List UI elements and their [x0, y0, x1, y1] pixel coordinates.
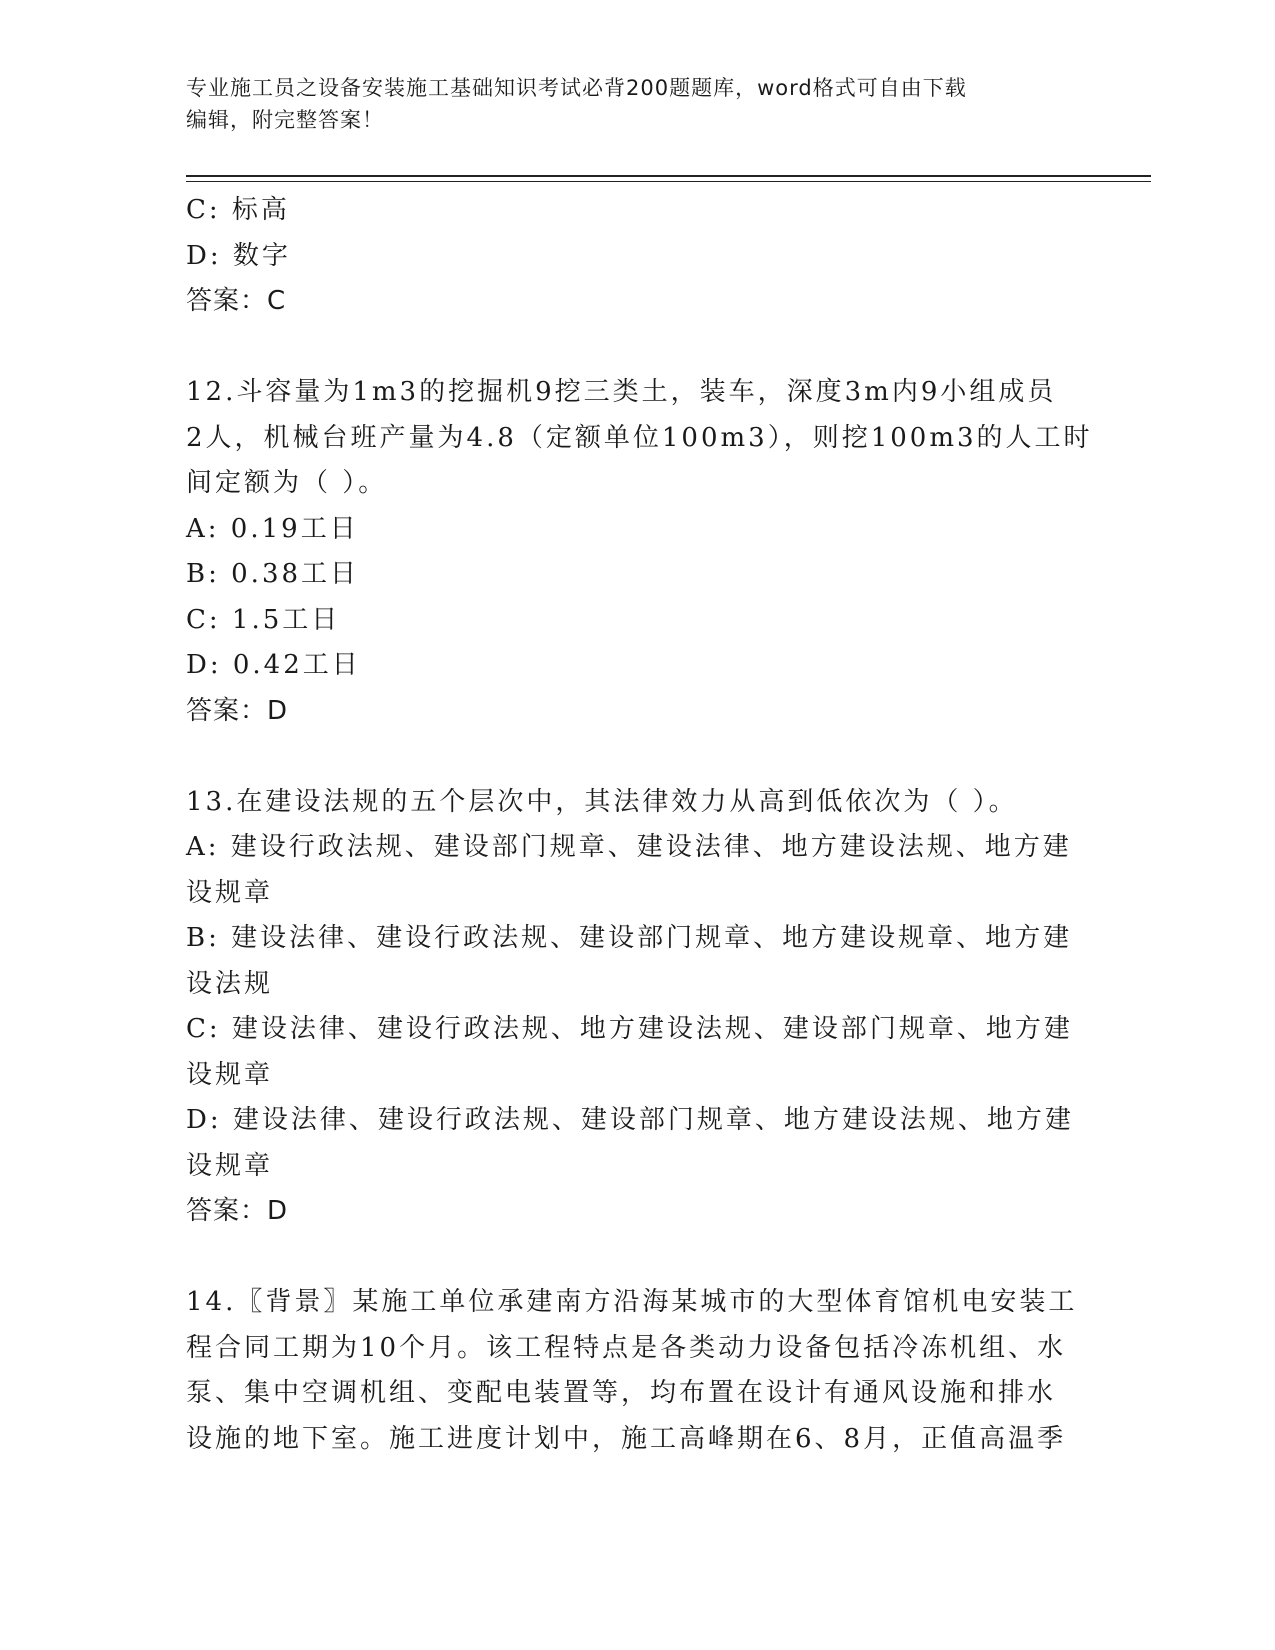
header-title-line-2: 编辑，附完整答案！	[186, 108, 384, 132]
q12-option-c: C: 1.5工日	[186, 604, 341, 635]
q11-answer: 答案：C	[186, 286, 287, 316]
q13-option-b-line-1: B: 建设法律、建设行政法规、建设部门规章、地方建设规章、地方建	[186, 923, 1073, 953]
q12-option-d: D: 0.42工日	[186, 650, 361, 680]
q13-option-d-line-1: D: 建设法律、建设行政法规、建设部门规章、地方建设法规、地方建	[186, 1105, 1074, 1135]
q14-stem-line-2: 程合同工期为10个月。该工程特点是各类动力设备包括冷冻机组、水	[186, 1332, 1067, 1363]
header-divider-thin	[186, 181, 1151, 182]
q13-option-b-line-2: 设法规	[186, 968, 274, 999]
question-spacer	[186, 1235, 1066, 1281]
header-divider-thick	[186, 175, 1151, 177]
q12-stem-line-1: 12.斗容量为1m3的挖掘机9挖三类土，装车，深度3m内9小组成员	[186, 377, 1057, 407]
q12-stem-line-2: 2人，机械台班产量为4.8（定额单位100m3），则挖100m3的人工时	[186, 422, 1093, 453]
q13-option-a-line-1: A: 建设行政法规、建设部门规章、建设法律、地方建设法规、地方建	[186, 832, 1072, 862]
q14-stem-line-3: 泵、集中空调机组、变配电装置等，均布置在设计有通风设施和排水	[186, 1378, 1057, 1408]
q12-answer: 答案：D	[186, 695, 289, 726]
q12-option-b: B: 0.38工日	[186, 559, 360, 589]
q13-option-a-line-2: 设规章	[186, 877, 274, 908]
q13-option-c-line-2: 设规章	[186, 1059, 274, 1090]
q11-option-d: D: 数字	[186, 240, 291, 271]
q12-stem-line-3: 间定额为（ ）。	[186, 468, 388, 498]
question-spacer	[186, 734, 1066, 780]
q11-option-c: C: 标高	[186, 195, 290, 225]
q13-answer: 答案：D	[186, 1196, 289, 1226]
question-spacer	[186, 325, 1066, 371]
q12-option-a: A: 0.19工日	[186, 513, 359, 544]
q14-stem-line-4: 设施的地下室。施工进度计划中，施工高峰期在6、8月，正值高温季	[186, 1423, 1067, 1454]
header-title-line-1: 专业施工员之设备安装施工基础知识考试必背200题题库，word格式可自由下载	[186, 76, 967, 100]
q13-stem: 13.在建设法规的五个层次中，其法律效力从高到低依次为（ ）。	[186, 786, 1018, 817]
q13-option-c-line-1: C: 建设法律、建设行政法规、地方建设法规、建设部门规章、地方建	[186, 1014, 1073, 1044]
document-header	[186, 72, 1086, 136]
q14-stem-line-1: 14.〖背景〗某施工单位承建南方沿海某城市的大型体育馆机电安装工	[186, 1287, 1078, 1317]
q13-option-d-line-2: 设规章	[186, 1150, 274, 1181]
question-content	[186, 188, 1093, 1462]
